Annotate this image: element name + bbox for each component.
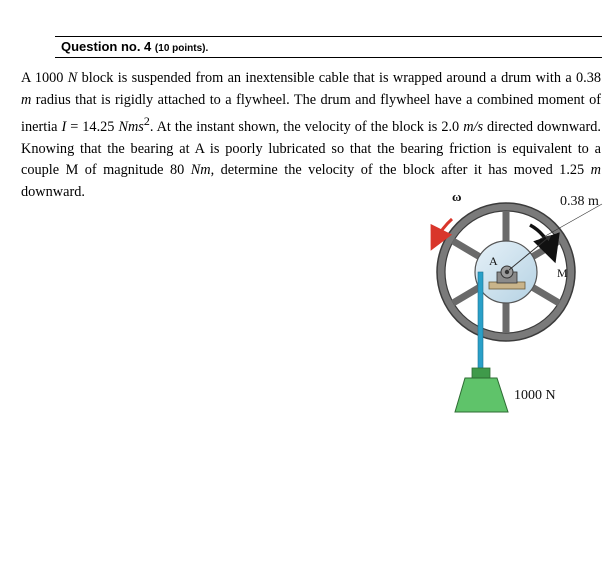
weight-label: 1000 N [514, 388, 556, 403]
unit-n: N [67, 70, 78, 86]
moment-label: M [557, 266, 568, 280]
var-inertia: I [61, 118, 67, 135]
omega-label: ω [452, 189, 462, 204]
unit-nms: Nms [118, 118, 144, 135]
problem-text-1: A 1000 [21, 70, 68, 86]
weight-block [455, 368, 508, 412]
problem-text-8: downward. [21, 183, 85, 200]
problem-text-2: block is suspended from an inextensible cable that is wrapped around a drum with a 0.38 [77, 70, 602, 86]
unit-ms: m/s [463, 118, 484, 135]
problem-text-5: . At the instant shown, the velocity of the block is 2.0 [149, 118, 464, 135]
unit-nm: Nm [190, 162, 211, 179]
question-points: (10 points). [154, 43, 209, 54]
problem-text-3: radius that is rigidly attached to a flywheel. The drum and flywheel have a combined moment of inertia [21, 91, 601, 135]
point-a-label: A [489, 254, 498, 268]
unit-m-2: m [590, 162, 601, 179]
cable [478, 272, 483, 376]
problem-text-6: directed downward. Knowing that the bearing at A is poorly lubricated so that the bearing friction is equivalent to a couple M of magnitude 80 [21, 118, 601, 179]
flywheel-figure [420, 186, 610, 416]
problem-statement [21, 68, 601, 203]
unit-m: m [21, 91, 32, 108]
superscript-2: 2 [143, 114, 150, 129]
problem-text-4: = 14.25 [66, 118, 119, 135]
problem-text-7: , determine the velocity of the block after it has moved 1.25 [210, 162, 591, 179]
question-header [55, 36, 602, 58]
question-title: Question no. 4 [61, 39, 152, 54]
radius-label: 0.38 m [560, 194, 599, 209]
